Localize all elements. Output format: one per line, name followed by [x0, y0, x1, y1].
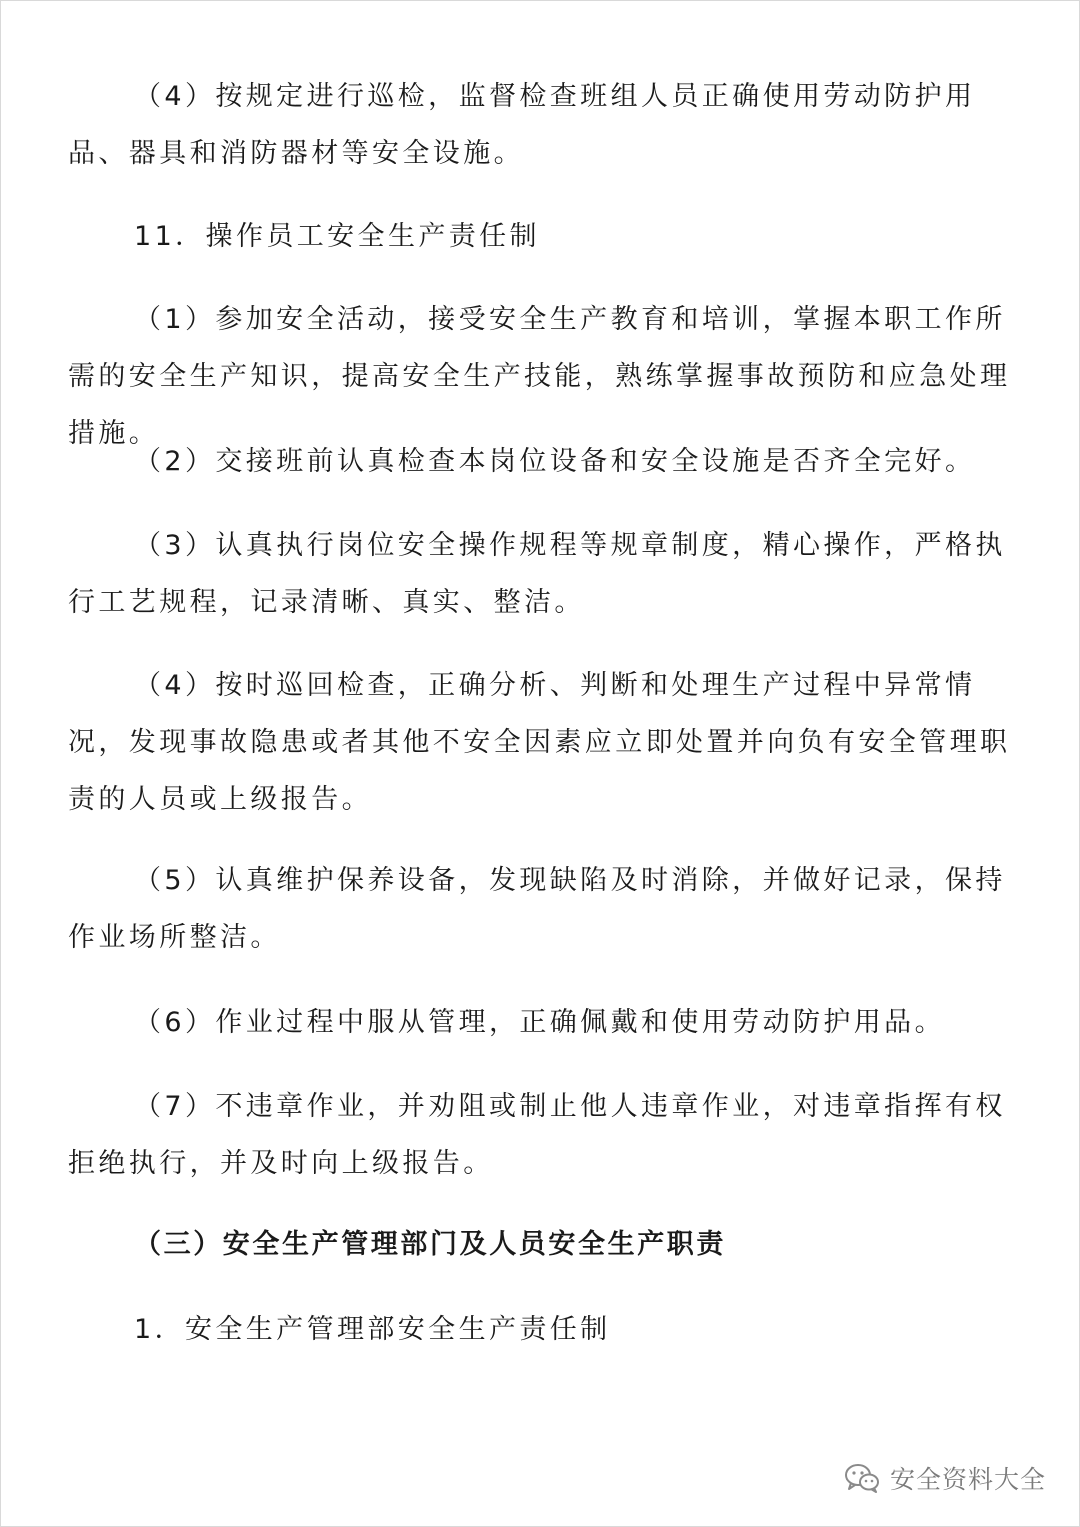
paragraph-inspection-duty: （4）按规定进行巡检，监督检查班组人员正确使用劳动防护用品、器具和消防器材等安全设施。: [68, 81, 976, 169]
wechat-icon: [844, 1463, 880, 1493]
paragraph-item-3: （3）认真执行岗位安全操作规程等规章制度，精心操作，严格执行工艺规程，记录清晰、真实、整洁。: [68, 530, 1006, 618]
paragraph-item-5: （5）认真维护保养设备，发现缺陷及时消除，并做好记录，保持作业场所整洁。: [68, 865, 1006, 953]
paragraph-item-2: （2）交接班前认真检查本岗位设备和安全设施是否齐全完好。: [134, 446, 976, 477]
section-title-operator-responsibility: 11．操作员工安全生产责任制: [134, 221, 540, 252]
paragraph-item-4: （4）按时巡回检查，正确分析、判断和处理生产过程中异常情况，发现事故隐患或者其他不安全因素应立即处置并向负有安全管理职责的人员或上级报告。: [68, 670, 1011, 815]
paragraph-item-6: （6）作业过程中服从管理，正确佩戴和使用劳动防护用品。: [134, 1007, 945, 1038]
watermark-text: 安全资料大全: [889, 1465, 1046, 1494]
paragraph-item-1: （1）参加安全活动，接受安全生产教育和培训，掌握本职工作所需的安全生产知识，提高安全生产技能，熟练掌握事故预防和应急处理措施。: [68, 304, 1011, 449]
watermark: [844, 1456, 1046, 1500]
section-heading-department-duties: （三）安全生产管理部门及人员安全生产职责: [134, 1229, 726, 1260]
section-title-safety-department: 1．安全生产管理部安全生产责任制: [134, 1314, 611, 1345]
paragraph-item-7: （7）不违章作业，并劝阻或制止他人违章作业，对违章指挥有权拒绝执行，并及时向上级报告。: [68, 1091, 1006, 1179]
